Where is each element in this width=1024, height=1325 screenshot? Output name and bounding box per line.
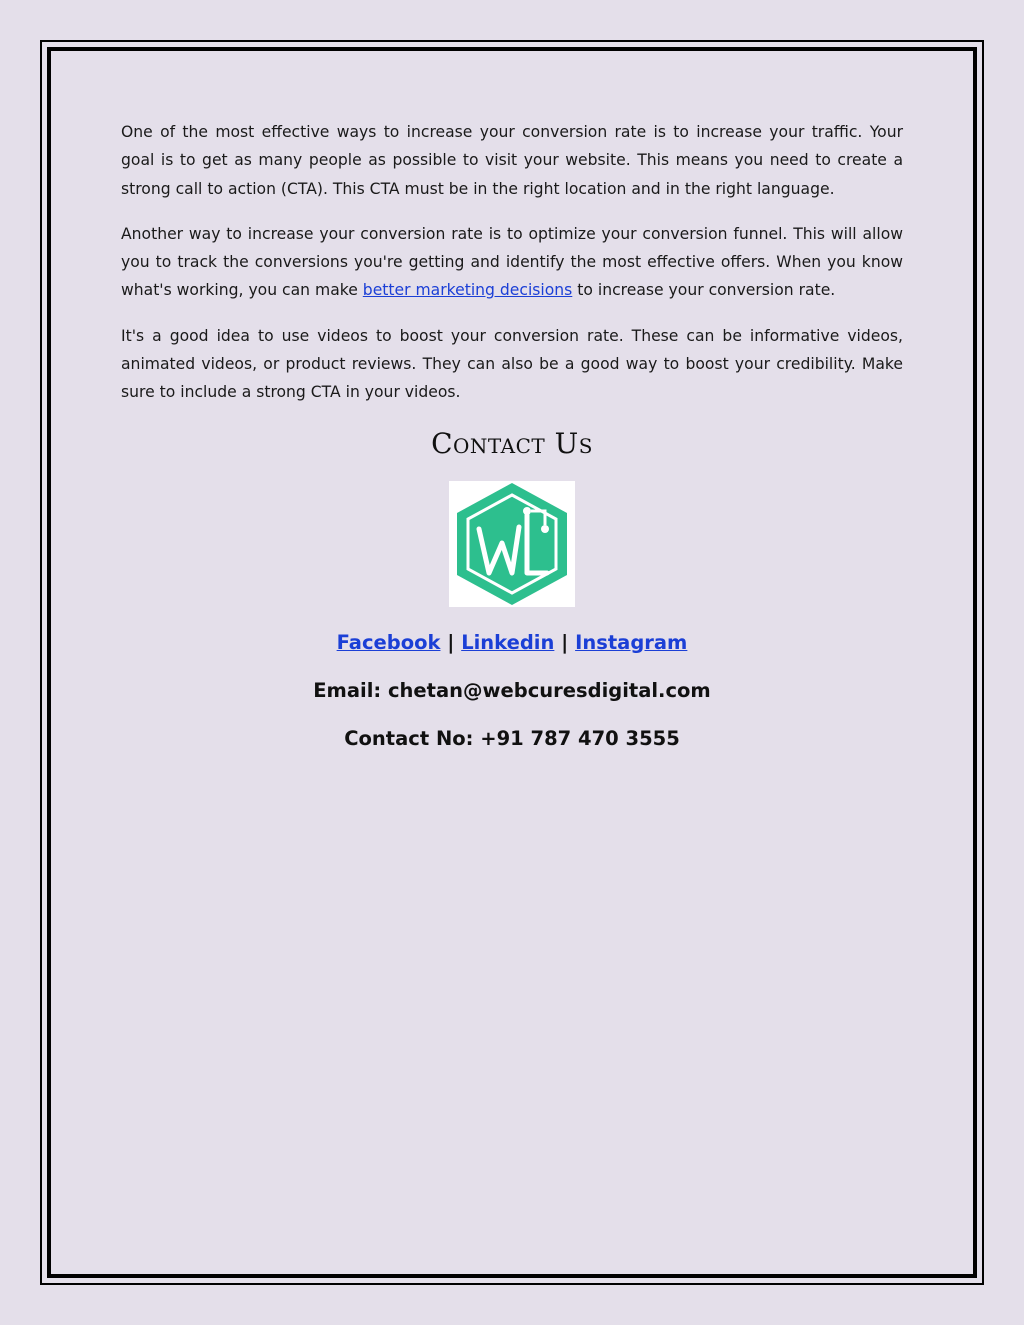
contact-email: Email: chetan@webcuresdigital.com bbox=[313, 678, 711, 702]
paragraph-funnel-text-start: Another way to increase your conversion rate is to optimize your conversion funnel. This will allow you to track the conversions you're getting and identify the most effective offers. When you know what's working, you can make bbox=[121, 224, 903, 300]
instagram-link[interactable]: Instagram bbox=[575, 630, 688, 654]
contact-phone: Contact No: +91 787 470 3555 bbox=[344, 726, 680, 750]
link-separator: | bbox=[447, 630, 455, 654]
paragraph-funnel-text-end: to increase your conversion rate. bbox=[572, 281, 836, 300]
contact-us-heading: Contact Us bbox=[431, 426, 593, 460]
link-separator: | bbox=[561, 630, 569, 654]
facebook-link[interactable]: Facebook bbox=[336, 630, 441, 654]
paragraph-traffic: One of the most effective ways to increase your conversion rate is to increase your traffic. Your goal is to get as many people as possible to visit your website. This means you need to create a strong call to action (CTA). This CTA must be in the right location and in the right language. bbox=[121, 123, 903, 198]
paragraph-videos: It's a good idea to use videos to boost your conversion rate. These can be informative videos, animated videos, or product reviews. They can also be a good way to boost your credibility. Make sure to include a strong CTA in your videos. bbox=[121, 326, 903, 402]
linkedin-link[interactable]: Linkedin bbox=[461, 630, 555, 654]
webcures-logo-icon bbox=[449, 481, 575, 607]
paragraph-funnel bbox=[121, 220, 903, 305]
social-links bbox=[121, 629, 903, 657]
better-marketing-decisions-link[interactable]: better marketing decisions bbox=[362, 281, 573, 300]
document-content bbox=[121, 118, 903, 753]
